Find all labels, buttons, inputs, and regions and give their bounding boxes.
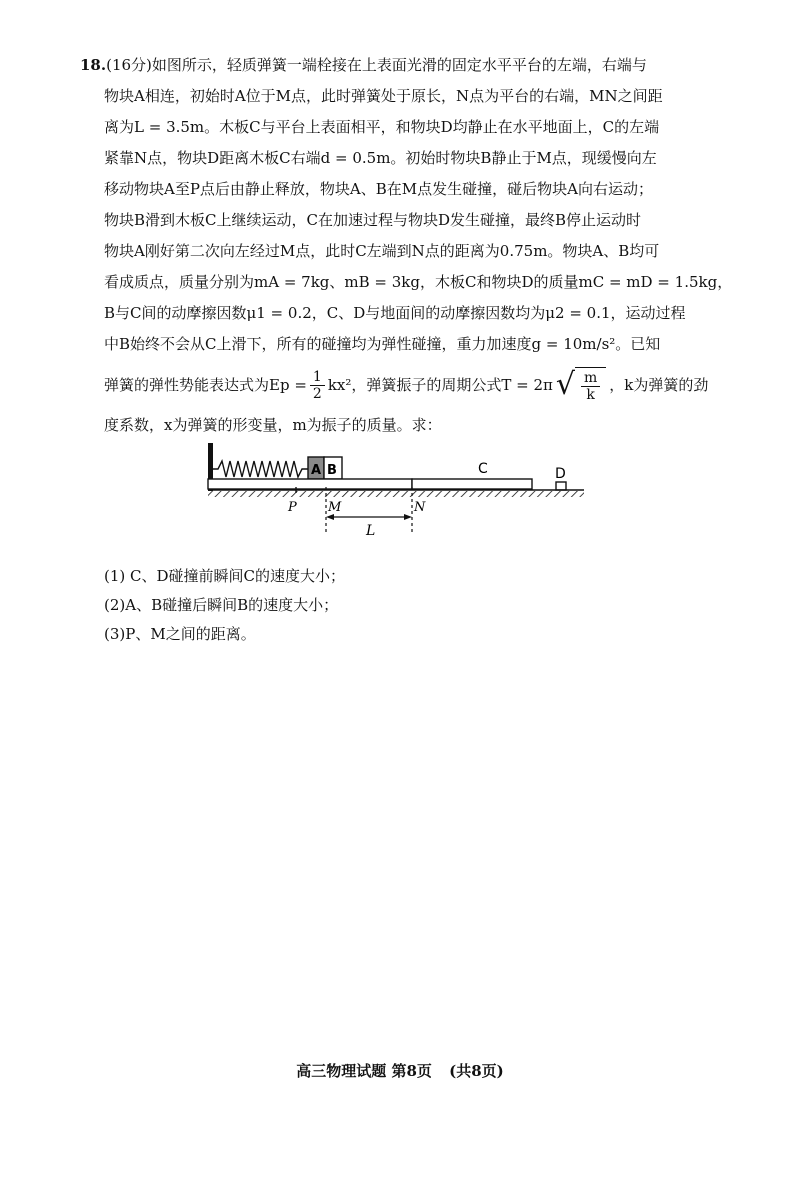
fraction-half [310,369,325,402]
footer-title: 高三物理试题 第8页 [296,1062,432,1080]
sqrt-expression [556,367,606,403]
question-1: (1) C、D碰撞前瞬间C的速度大小； [104,567,345,585]
fraction-denominator: 2 [312,385,322,402]
problem-line: 紧靠N点，物块D距离木板C右端d = 0.5m。初始时物块B静止于M点，现缓慢向左 [104,149,657,167]
label-p: P [288,500,297,515]
label-b: B [327,463,337,478]
block-d [556,482,566,490]
problem-line: 物块A相连，初始时A位于M点，此时弹簧处于原长，N点为平台的右端，MN之间距 [104,87,663,105]
problem-line-1 [80,50,780,81]
sqrt-numerator: m [581,370,600,387]
problem-line: 看成质点，质量分别为mA = 7kg、mB = 3kg，木板C和物块D的质量mC = mD = 1.5kg， [104,273,733,291]
label-d: D [555,466,566,482]
problem-line: 中B始终不会从C上滑下，所有的碰撞均为弹性碰撞，重力加速度g = 10m/s²。已知 [104,335,661,353]
problem-last-line: 度系数，x为弹簧的形变量，m为振子的质量。求： [104,416,442,434]
label-m: M [328,500,342,515]
question-2: (2)A、B碰撞后瞬间B的速度大小； [104,596,339,614]
problem-statement [80,50,780,441]
question-3: (3)P、M之间的距离。 [104,625,256,643]
formula-text-before: 弹簧的弹性势能表达式为Ep = [104,375,307,394]
arrow-head-right [404,514,412,520]
label-n: N [414,500,426,515]
page-footer [0,1060,800,1081]
setup-diagram [200,435,600,545]
problem-number: 18. [80,56,107,74]
radical-sign: √ [555,367,576,402]
label-a: A [311,463,322,478]
sqrt-fraction [581,370,600,403]
platform [208,479,412,489]
spring [213,461,308,477]
fraction-numerator: 1 [310,369,325,386]
radicand [575,367,606,403]
ground-hatch [208,491,584,497]
problem-text: 如图所示，轻质弹簧一端栓接在上表面光滑的固定水平平台的左端，右端与 [151,56,647,74]
questions [104,562,345,649]
sqrt-denominator: k [586,387,595,403]
problem-line: 离为L = 3.5m。木板C与平台上表面相平，和物块D均静止在水平地面上，C的左端 [104,118,660,136]
problem-line: 物块A刚好第二次向左经过M点，此时C左端到N点的距离为0.75m。物块A、B均可 [104,242,660,260]
formula-text-mid: kx²，弹簧振子的周期公式T = 2π [327,375,553,394]
formula-line [80,360,780,410]
formula-text-after: ，k为弹簧的劲 [609,375,709,394]
footer-total: (共8页) [449,1062,504,1080]
problem-line: B与C间的动摩擦因数μ1 = 0.2，C、D与地面间的动摩擦因数均为μ2 = 0.1，运动过程 [104,304,686,322]
problem-line: 物块B滑到木板C上继续运动，C在加速过程与物块D发生碰撞，最终B停止运动时 [104,211,642,229]
label-l: L [366,523,376,539]
problem-points: (16分) [106,56,152,74]
board-c [412,479,532,489]
problem-line: 移动物块A至P点后由静止释放，物块A、B在M点发生碰撞，碰后物块A向右运动； [104,180,653,198]
label-c: C [478,461,488,477]
